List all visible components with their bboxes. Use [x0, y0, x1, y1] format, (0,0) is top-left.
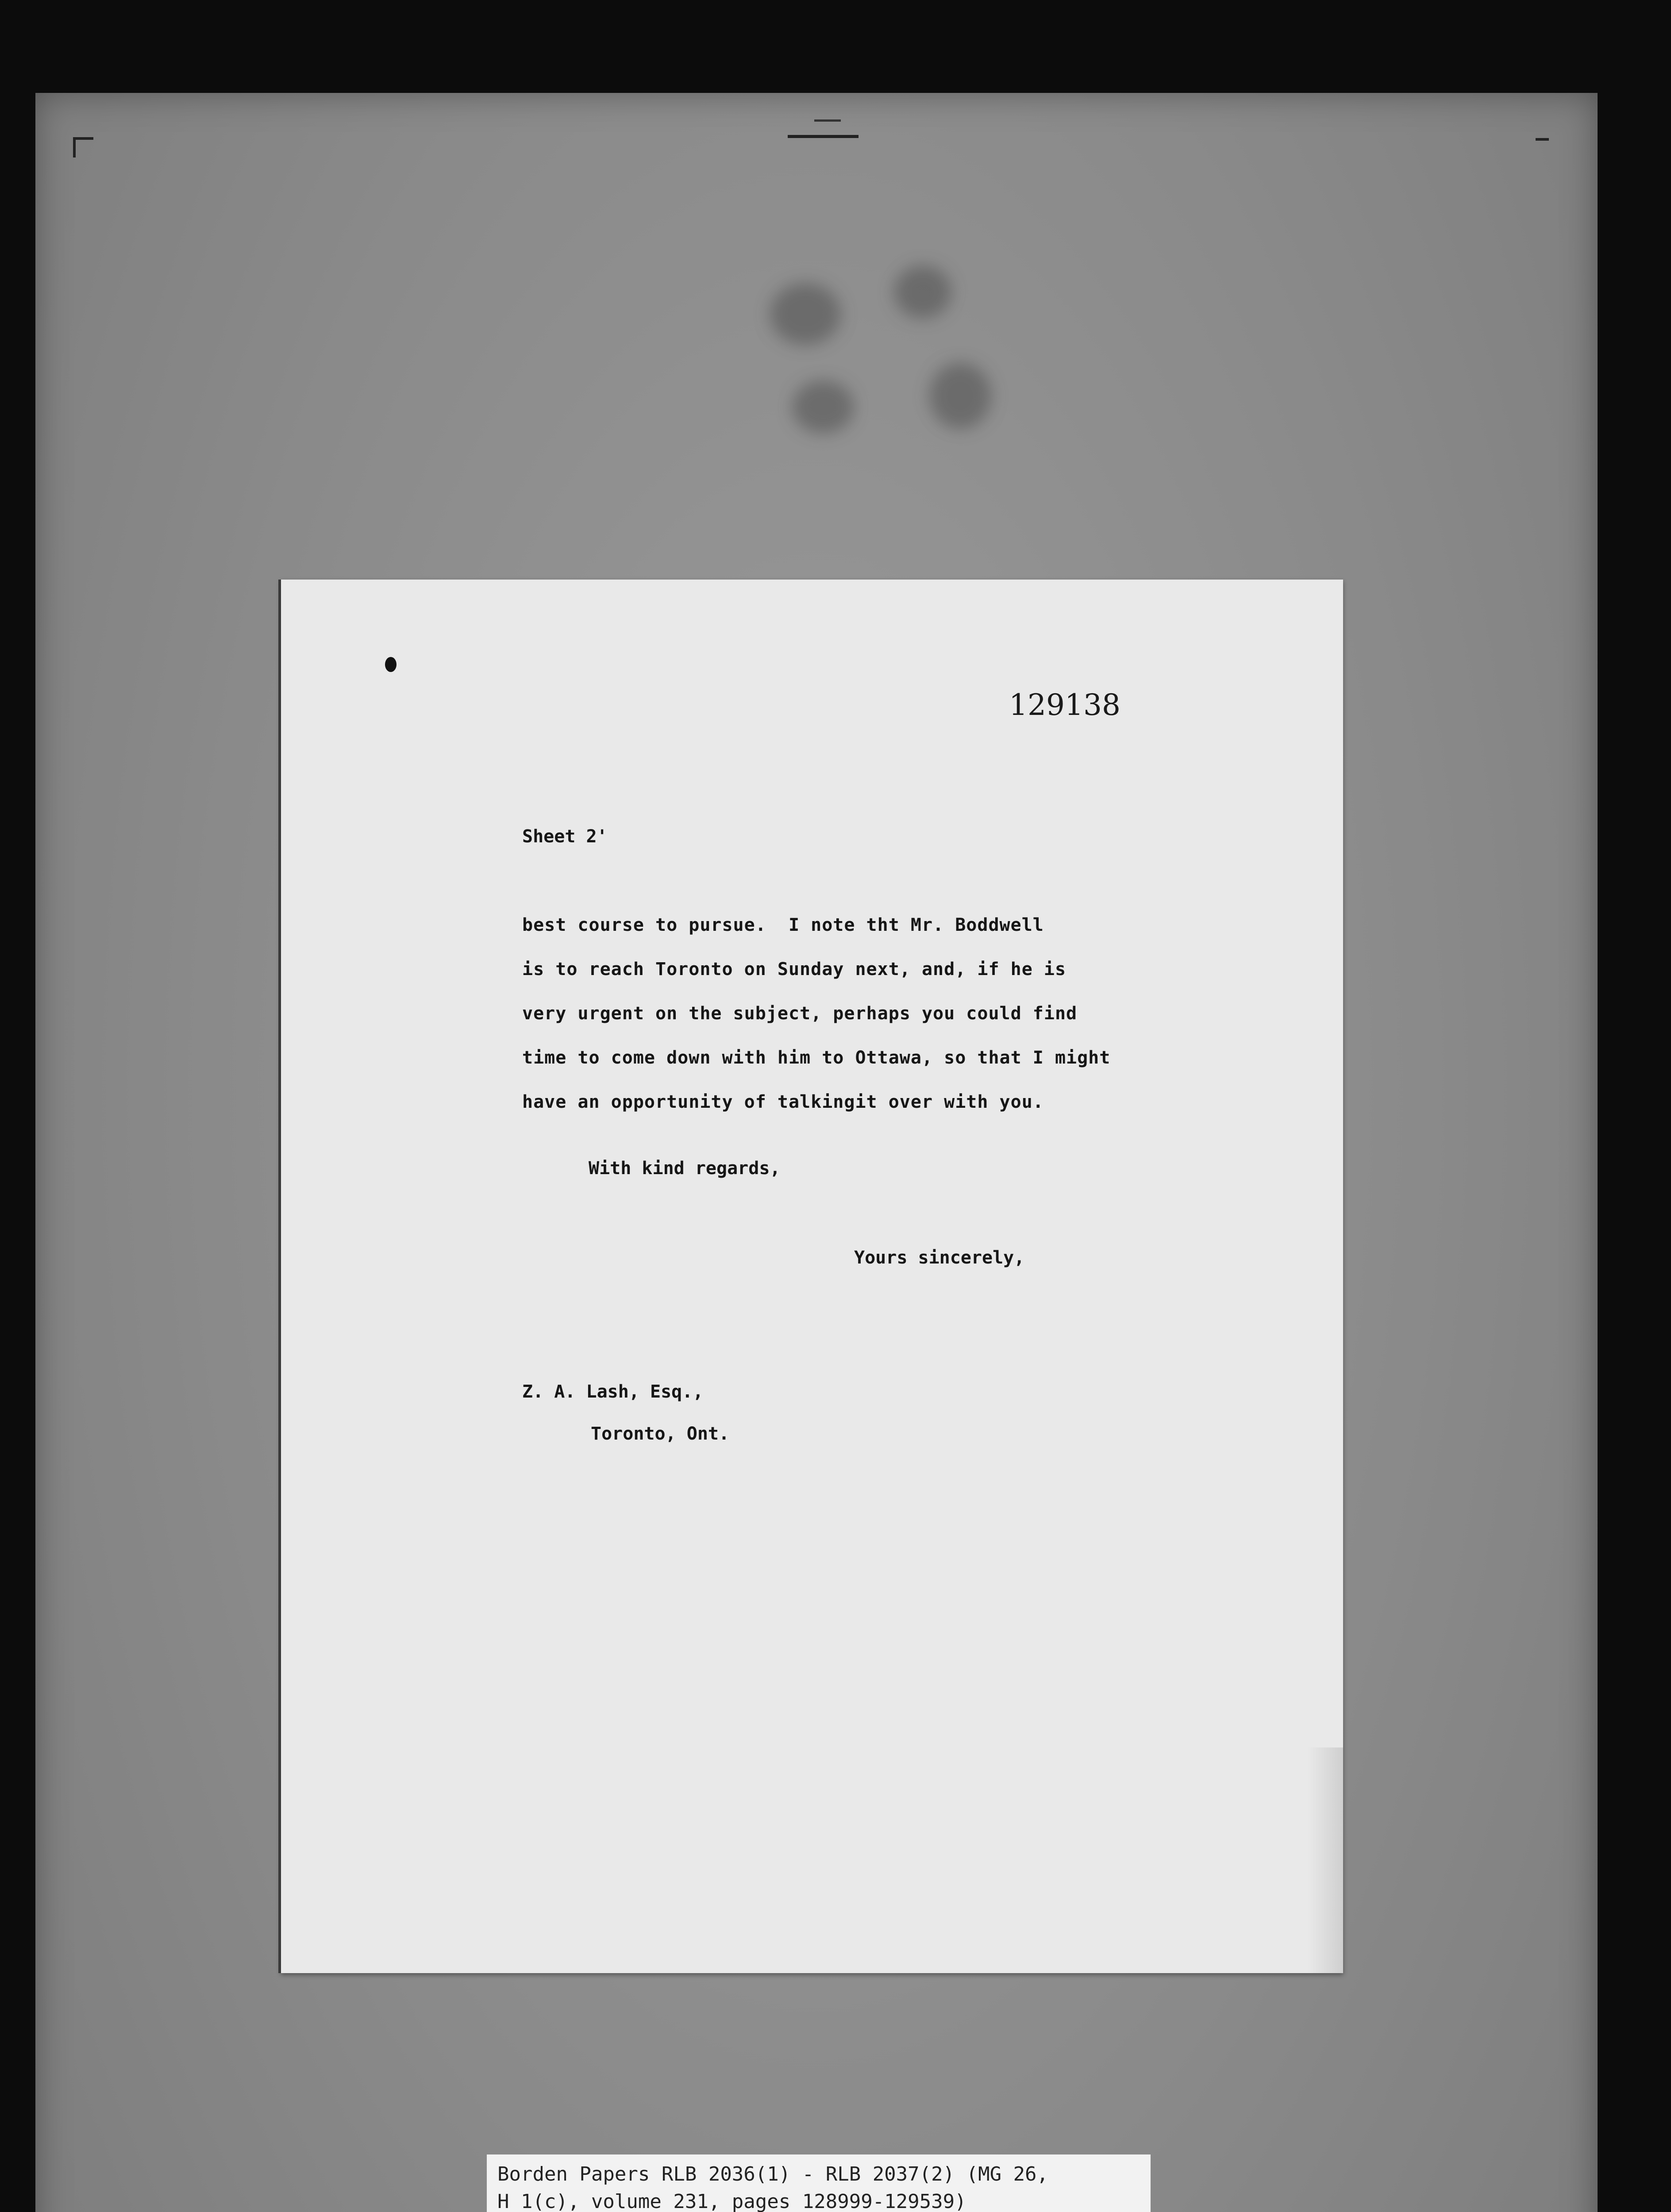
document-number: 129138 [1009, 688, 1120, 722]
reference-label [487, 2154, 1151, 2212]
sheet-label: Sheet 2' [522, 826, 608, 847]
letter-body-line: best course to pursue. I note tht Mr. Boddwell [522, 915, 1044, 935]
letter-sheet [281, 580, 1343, 1973]
letter-body-line: time to come down with him to Ottawa, so that I might [522, 1048, 1111, 1068]
corner-crop-mark [73, 137, 93, 157]
letter-fold-shadow [1308, 1747, 1343, 1973]
letter-body-line: have an opportunity of talkingit over with you. [522, 1092, 1044, 1112]
regards-line: With kind regards, [589, 1158, 781, 1179]
top-registration-mark-small [814, 119, 841, 122]
recipient-name: Z. A. Lash, Esq., [522, 1382, 704, 1402]
punch-hole [385, 657, 397, 672]
smudge [894, 265, 951, 319]
top-registration-mark [788, 135, 859, 138]
smudge [770, 283, 841, 345]
reference-line-1: Borden Papers RLB 2036(1) - RLB 2037(2) (MG 26, [497, 2163, 1049, 2185]
letter-body-line: is to reach Toronto on Sunday next, and, if he is [522, 959, 1067, 979]
right-registration-mark [1536, 138, 1549, 141]
smudge [929, 363, 991, 429]
closing-line: Yours sincerely, [854, 1248, 1025, 1268]
reference-line-2: H 1(c), volume 231, pages 128999-129539) [497, 2190, 966, 2212]
smudge [792, 380, 854, 434]
recipient-city: Toronto, Ont. [591, 1424, 730, 1444]
letter-body-line: very urgent on the subject, perhaps you could find [522, 1003, 1078, 1024]
